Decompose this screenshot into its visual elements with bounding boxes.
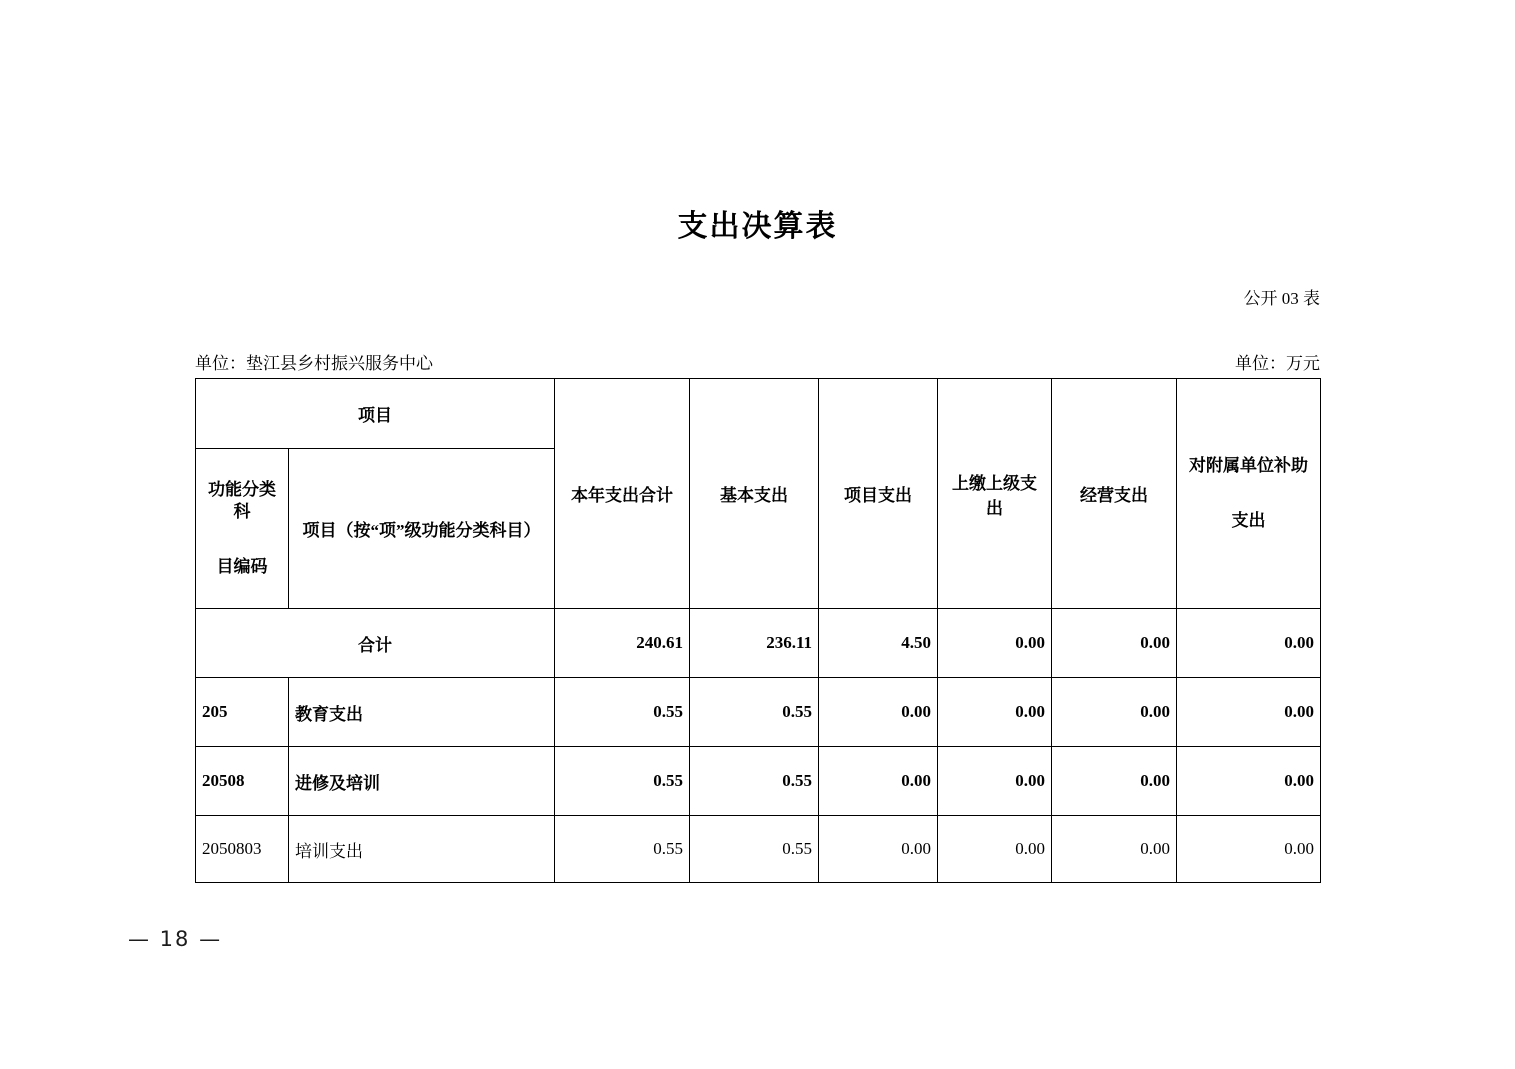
header-subsidy-expenditure bbox=[1177, 379, 1321, 609]
table-row-205 bbox=[196, 678, 1321, 747]
cell-20508-value-1: 0.55 bbox=[690, 747, 819, 816]
cell-code-205: 205 bbox=[196, 678, 289, 747]
cell-name-2050803: 培训支出 bbox=[289, 816, 555, 883]
header-basic-expenditure: 基本支出 bbox=[690, 379, 819, 609]
cell-2050803-value-5: 0.00 bbox=[1177, 816, 1321, 883]
cell-2050803-value-0: 0.55 bbox=[555, 816, 690, 883]
unit-currency-label: 单位：万元 bbox=[1235, 354, 1320, 373]
header-project-group: 项目 bbox=[196, 379, 555, 449]
cell-20508-value-0: 0.55 bbox=[555, 747, 690, 816]
unit-name-label: 单位：垫江县乡村振兴服务中心 bbox=[195, 354, 433, 373]
header-project-item: 项目（按“项”级功能分类科目） bbox=[289, 449, 555, 609]
cell-20508-value-4: 0.00 bbox=[1052, 747, 1177, 816]
header-row-top bbox=[196, 379, 1321, 449]
expenditure-table bbox=[195, 378, 1321, 883]
cell-2050803-value-4: 0.00 bbox=[1052, 816, 1177, 883]
header-project-expenditure: 项目支出 bbox=[819, 379, 938, 609]
cell-total-value-0: 240.61 bbox=[555, 609, 690, 678]
cell-20508-value-5: 0.00 bbox=[1177, 747, 1321, 816]
cell-2050803-value-1: 0.55 bbox=[690, 816, 819, 883]
page-title: 支出决算表 bbox=[677, 210, 838, 243]
header-function-code-line2: 目编码 bbox=[216, 557, 268, 576]
header-subsidy-line2: 支出 bbox=[1231, 511, 1266, 530]
cell-total-value-2: 4.50 bbox=[819, 609, 938, 678]
cell-2050803-value-2: 0.00 bbox=[819, 816, 938, 883]
header-upper-level-expenditure: 上缴上级支出 bbox=[938, 379, 1052, 609]
cell-20508-value-3: 0.00 bbox=[938, 747, 1052, 816]
cell-205-value-3: 0.00 bbox=[938, 678, 1052, 747]
cell-205-value-4: 0.00 bbox=[1052, 678, 1177, 747]
cell-code-20508: 20508 bbox=[196, 747, 289, 816]
table-row-2050803 bbox=[196, 816, 1321, 883]
cell-total-value-1: 236.11 bbox=[690, 609, 819, 678]
header-function-code bbox=[196, 449, 289, 609]
header-total-expenditure: 本年支出合计 bbox=[555, 379, 690, 609]
cell-205-value-2: 0.00 bbox=[819, 678, 938, 747]
cell-2050803-value-3: 0.00 bbox=[938, 816, 1052, 883]
header-subsidy-line1: 对附属单位补助 bbox=[1189, 456, 1308, 475]
cell-total-value-4: 0.00 bbox=[1052, 609, 1177, 678]
table-row-20508 bbox=[196, 747, 1321, 816]
cell-205-value-1: 0.55 bbox=[690, 678, 819, 747]
cell-code-2050803: 2050803 bbox=[196, 816, 289, 883]
unit-labels-row bbox=[195, 349, 1320, 374]
cell-name-20508: 进修及培训 bbox=[289, 747, 555, 816]
header-operating-expenditure: 经营支出 bbox=[1052, 379, 1177, 609]
cell-total-label: 合计 bbox=[196, 609, 555, 678]
cell-total-value-3: 0.00 bbox=[938, 609, 1052, 678]
cell-20508-value-2: 0.00 bbox=[819, 747, 938, 816]
table-code-label: 公开 03 表 bbox=[1243, 289, 1320, 308]
cell-205-value-0: 0.55 bbox=[555, 678, 690, 747]
header-function-code-line1: 功能分类科 bbox=[208, 480, 276, 521]
cell-name-205: 教育支出 bbox=[289, 678, 555, 747]
page-number: — 18 — bbox=[128, 927, 223, 951]
cell-total-value-5: 0.00 bbox=[1177, 609, 1321, 678]
cell-205-value-5: 0.00 bbox=[1177, 678, 1321, 747]
table-row-total bbox=[196, 609, 1321, 678]
